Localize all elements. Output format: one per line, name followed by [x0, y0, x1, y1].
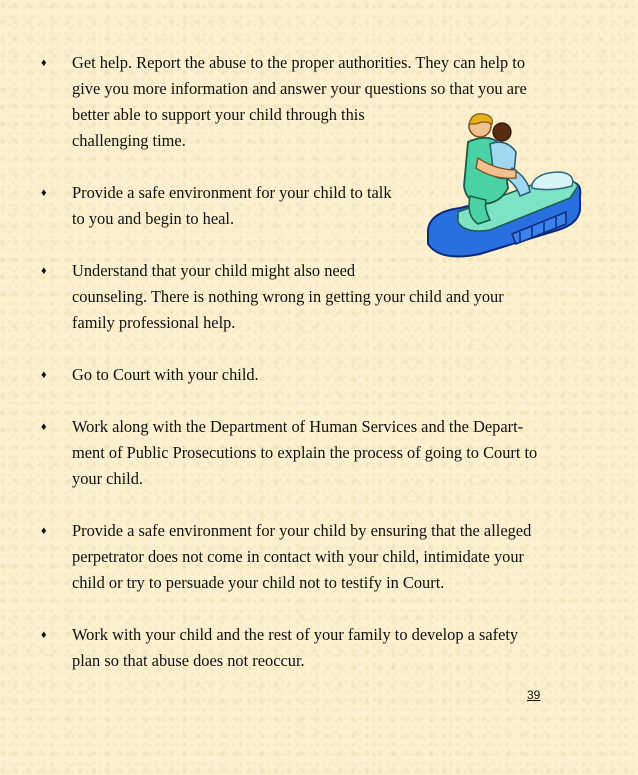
bullet-text-line: Work along with the Department of Human Services and the Depart-	[72, 417, 524, 436]
bullet-item	[40, 622, 600, 674]
bullet-text-line: challenging time.	[72, 131, 186, 150]
bullet-text-line: Understand that your child might also need	[72, 261, 356, 280]
bullet-text-line: Provide a safe environment for your child to talk	[72, 183, 392, 202]
bullet-text-line: ment of Public Prosecutions to explain the process of going to Court to	[72, 443, 538, 462]
page-number: 39	[527, 688, 541, 702]
bullet-text-line: Provide a safe environment for your child by ensuring that the alleged	[72, 521, 532, 540]
diamond-bullet-icon: ♦	[41, 525, 47, 537]
bullet-text-line: your child.	[72, 469, 144, 488]
bullet-text-line: family professional help.	[72, 313, 236, 332]
bullet-text-line: better able to support your child through this	[72, 105, 365, 124]
diamond-bullet-icon: ♦	[41, 629, 47, 641]
bullet-text-line: counseling. There is nothing wrong in getting your child and your	[72, 287, 504, 306]
diamond-bullet-icon: ♦	[41, 369, 47, 381]
bullet-text-line: give you more information and answer your questions so that you are	[72, 79, 527, 98]
diamond-bullet-icon: ♦	[41, 421, 47, 433]
diamond-bullet-icon: ♦	[41, 57, 47, 69]
parent-carrying-child-to-bed-clipart	[420, 112, 585, 262]
bullet-text-line: plan so that abuse does not reoccur.	[72, 651, 305, 670]
bullet-item	[40, 414, 600, 492]
bullet-text-line: to you and begin to heal.	[72, 209, 235, 228]
bullet-text-line: Work with your child and the rest of your family to develop a safety	[72, 625, 519, 644]
bullet-text-line: child or try to persuade your child not to testify in Court.	[72, 573, 445, 592]
bullet-item	[40, 518, 600, 596]
diamond-bullet-icon: ♦	[41, 265, 47, 277]
diamond-bullet-icon: ♦	[41, 187, 47, 199]
bullet-text-line: perpetrator does not come in contact with your child, intimidate your	[72, 547, 524, 566]
bullet-text-line: Go to Court with your child.	[72, 365, 259, 384]
bullet-text-line: Get help. Report the abuse to the proper authorities. They can help to	[72, 53, 526, 72]
bullet-item	[40, 258, 600, 336]
bullet-item	[40, 362, 600, 388]
